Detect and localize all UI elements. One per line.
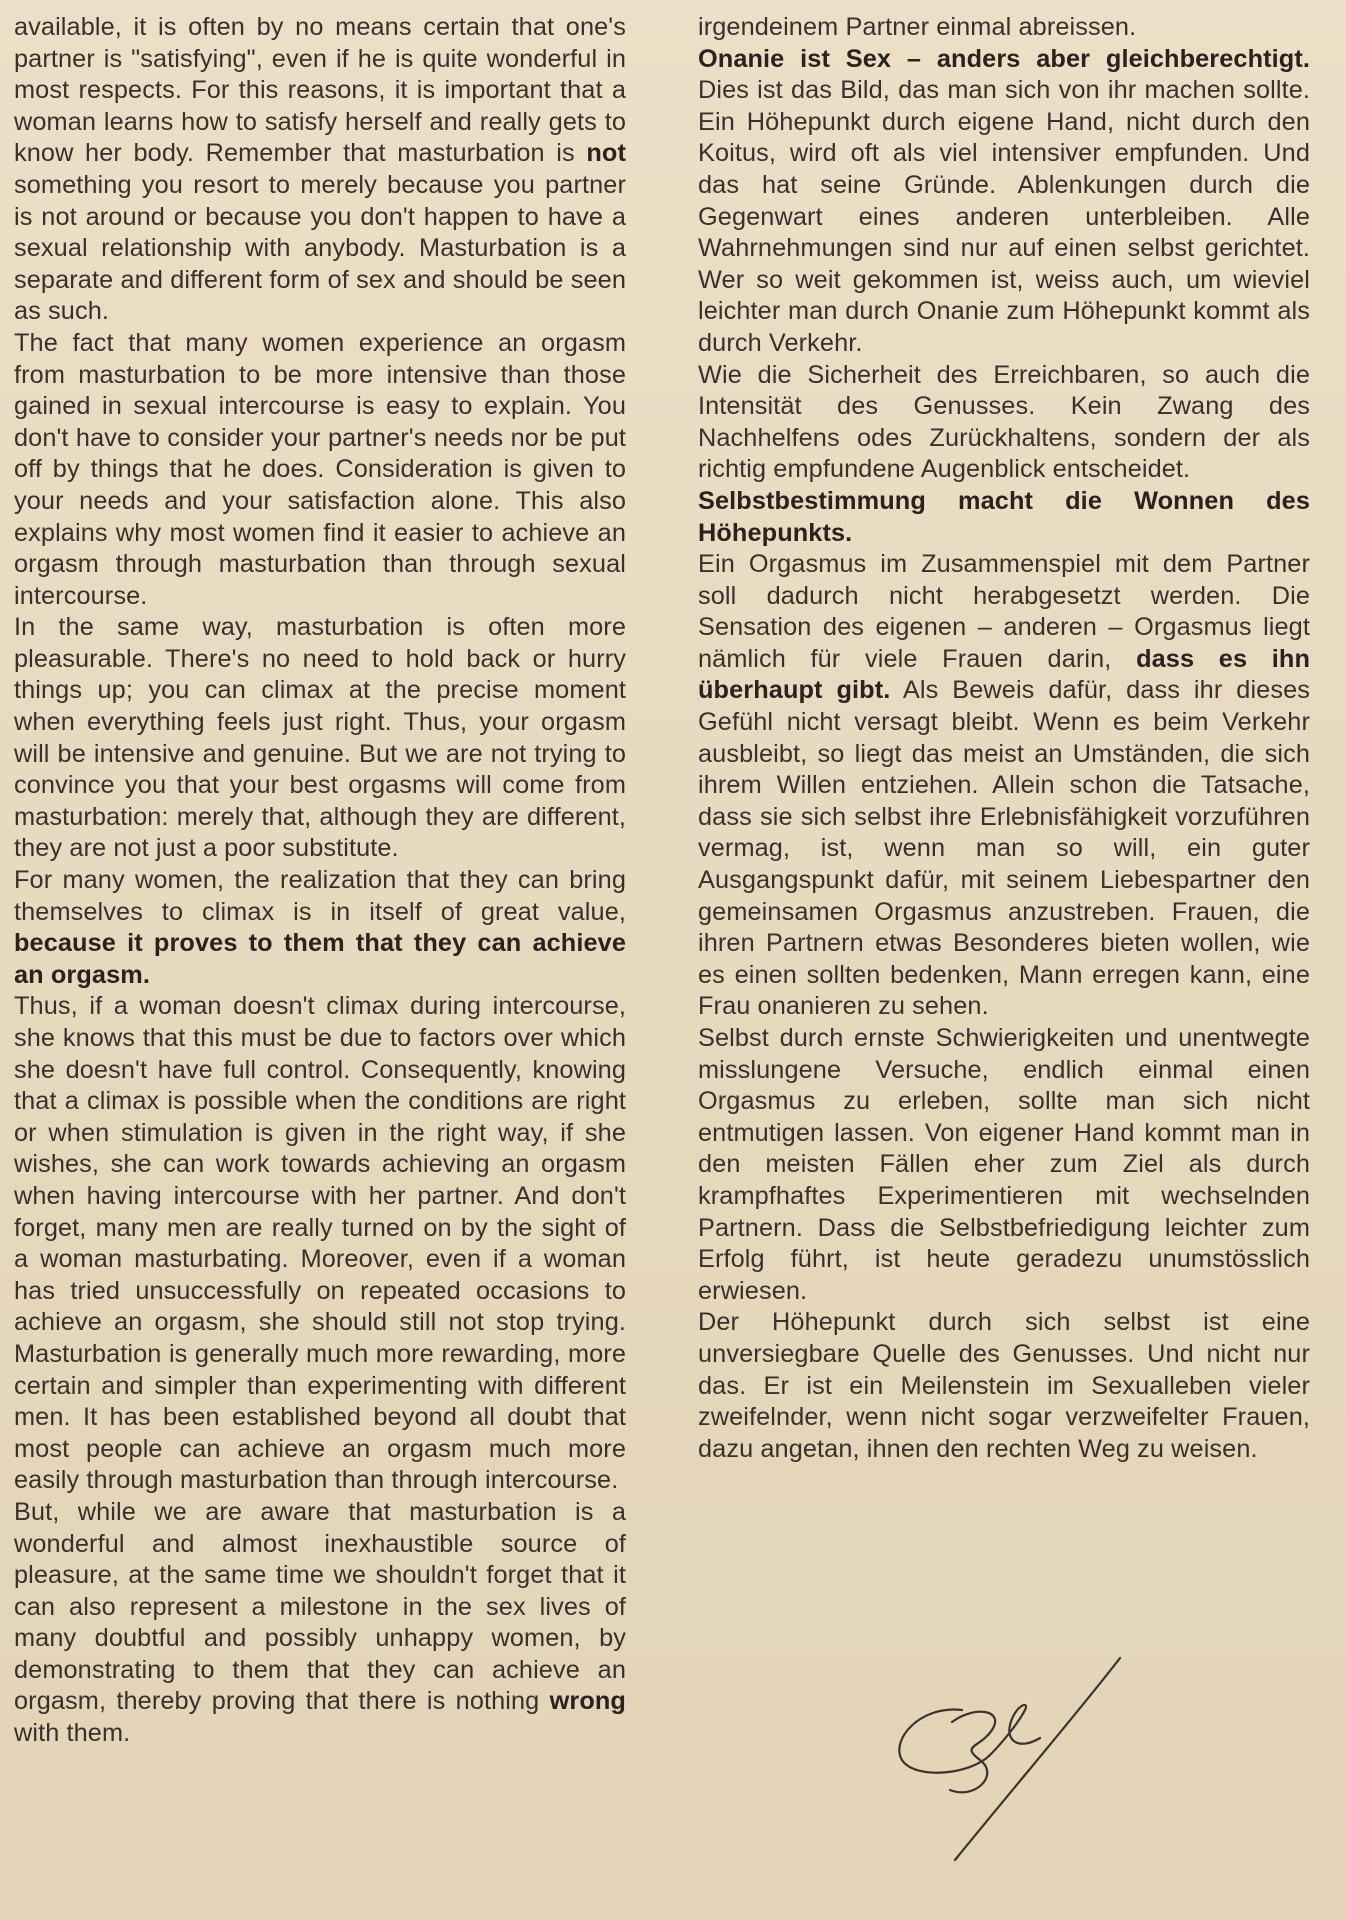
bold-text: dass es ihn überhaupt gibt.	[698, 644, 1310, 705]
body-text: Thus, if a woman doesn't climax during intercourse, she knows that this must be due to factors over which she doesn't have full control. Consequently, knowing that a climax is possible when the conditions are right or when stimulation is given in the right way, if she wishes, she can work towards achieving an orgasm when having intercourse with her partner. And don't forget, many men are really turned on by the sight of a woman masturbating. Moreover, even if a woman has tried unsuccessfully on repeated occasions to achieve an orgasm, she should still not stop trying. Masturbation is generally much more rewarding, more certain and simpler than experimenting with different men. It has been established beyond all doubt that most people can achieve an orgasm much more easily through masturbation than through intercourse.	[14, 992, 626, 1495]
body-text: irgendeinem Partner einmal abreissen.	[698, 13, 1137, 41]
english-paragraph	[14, 12, 626, 328]
body-text: For many women, the realization that they can bring themselves to climax is in itself of great value,	[14, 866, 626, 926]
body-text: Ein Orgasmus im Zusammenspiel mit dem Partner soll dadurch nicht herabgesetzt werden. Die Sensation des eigenen – anderen – Orgasmus liegt nämlich für viele Frauen darin,	[698, 550, 1310, 673]
bold-text: Selbstbestimmung macht die Wonnen des Höhepunkts.	[698, 486, 1310, 547]
bold-text: Onanie ist Sex – anders aber gleichberechtigt.	[698, 44, 1310, 73]
german-paragraph	[698, 1307, 1310, 1465]
german-paragraph	[698, 12, 1310, 44]
english-paragraph	[14, 612, 626, 865]
english-column	[14, 12, 626, 1750]
body-text: But, while we are aware that masturbation is a wonderful and almost inexhaustible source of pleasure, at the same time we shouldn't forget that it can also represent a milestone in the sex lives of many doubtful and possibly unhappy women, by demonstrating to them that they can achieve an orgasm, thereby proving that there is nothing	[14, 1497, 626, 1716]
body-text: The fact that many women experience an orgasm from masturbation to be more intensive than those gained in sexual intercourse is easy to explain. You don't have to consider your partner's needs nor be put off by things that he does. Consideration is given to your needs and your satisfaction alone. This also explains why most women find it easier to achieve an orgasm through masturbation than through sexual intercourse.	[14, 328, 626, 610]
german-column	[698, 12, 1310, 1465]
body-text: something you resort to merely because you partner is not around or because you don't happen to have a sexual relationship with anybody. Masturbation is a separate and different form of sex and should be seen as such.	[14, 170, 626, 326]
bold-text: because it proves to them that they can achieve an orgasm.	[14, 929, 626, 989]
german-paragraph	[698, 360, 1310, 486]
signature-mark	[880, 1650, 1140, 1870]
bold-text: not	[586, 139, 626, 168]
body-text: Selbst durch ernste Schwierigkeiten und unentwegte misslungene Versuche, endlich einmal einen Orgasmus zu erleben, sollte man sich nicht entmutigen lassen. Von eigener Hand kommt man in den meisten Fällen eher zum Ziel als durch krampfhaftes Experimentieren mit wechselnden Partnern. Dass die Selbstbefriedigung leichter zum Erfolg führt, ist heute geradezu unumstösslich erwiesen.	[698, 1024, 1310, 1305]
body-text: Dies ist das Bild, das man sich von ihr machen sollte. Ein Höhepunkt durch eigene Hand, nicht durch den Koitus, wird oft als viel intensiver empfunden. Und das hat seine Gründe. Ablenkungen durch die Gegenwart eines anderen unterbleiben. Alle Wahrnehmungen sind nur auf einen selbst gerichtet. Wer so weit gekommen ist, weiss auch, um wieviel leichter man durch Onanie zum Höhepunkt kommt als durch Verkehr.	[698, 76, 1310, 357]
english-paragraph	[14, 328, 626, 612]
english-paragraph	[14, 865, 626, 991]
german-paragraph	[698, 44, 1310, 360]
german-paragraph	[698, 549, 1310, 1023]
body-text: Als Beweis dafür, dass ihr dieses Gefühl nicht versagt bleibt. Wenn es beim Verkehr ausbleibt, so liegt das meist an Umständen, die sich ihrem Willen entziehen. Allein schon die Tatsache, dass sie sich selbst ihre Erlebnisfähigkeit vorzuführen vermag, ist, wenn man so will, ein guter Ausgangspunkt dafür, mit seinem Liebespartner den gemeinsamen Orgasmus anzustreben. Frauen, die ihren Partnern etwas Besonderes bieten wollen, wie es einen sollten bedenken, Mann erregen kann, eine Frau onanieren zu sehen.	[698, 676, 1310, 1021]
english-paragraph	[14, 1497, 626, 1750]
body-text: In the same way, masturbation is often more pleasurable. There's no need to hold back or hurry things up; you can climax at the precise moment when everything feels just right. Thus, your orgasm will be intensive and genuine. But we are not trying to convince you that your best orgasms will come from masturbation: merely that, although they are different, they are not just a poor substitute.	[14, 613, 626, 863]
body-text: with them.	[14, 1719, 131, 1748]
body-text: available, it is often by no means certain that one's partner is "satisfying", even if he is quite wonderful in most respects. For this reasons, it is important that a woman learns how to satisfy herself and really gets to know her body. Remember that masturbation is	[14, 13, 626, 168]
body-text: Wie die Sicherheit des Erreichbaren, so auch die Intensität des Genusses. Kein Zwang des Nachhelfens odes Zurückhaltens, sondern der als richtig empfundene Augenblick entscheidet.	[698, 360, 1310, 484]
body-text: Der Höhepunkt durch sich selbst ist eine unversiegbare Quelle des Genusses. Und nicht nur das. Er ist ein Meilenstein im Sexualleben vieler zweifelnder, wenn nicht sogar verzweifelter Frauen, dazu angetan, ihnen den rechten Weg zu weisen.	[698, 1308, 1310, 1463]
german-paragraph	[698, 1023, 1310, 1307]
bold-text: wrong	[549, 1687, 626, 1716]
english-paragraph	[14, 991, 626, 1497]
german-paragraph	[698, 486, 1310, 549]
